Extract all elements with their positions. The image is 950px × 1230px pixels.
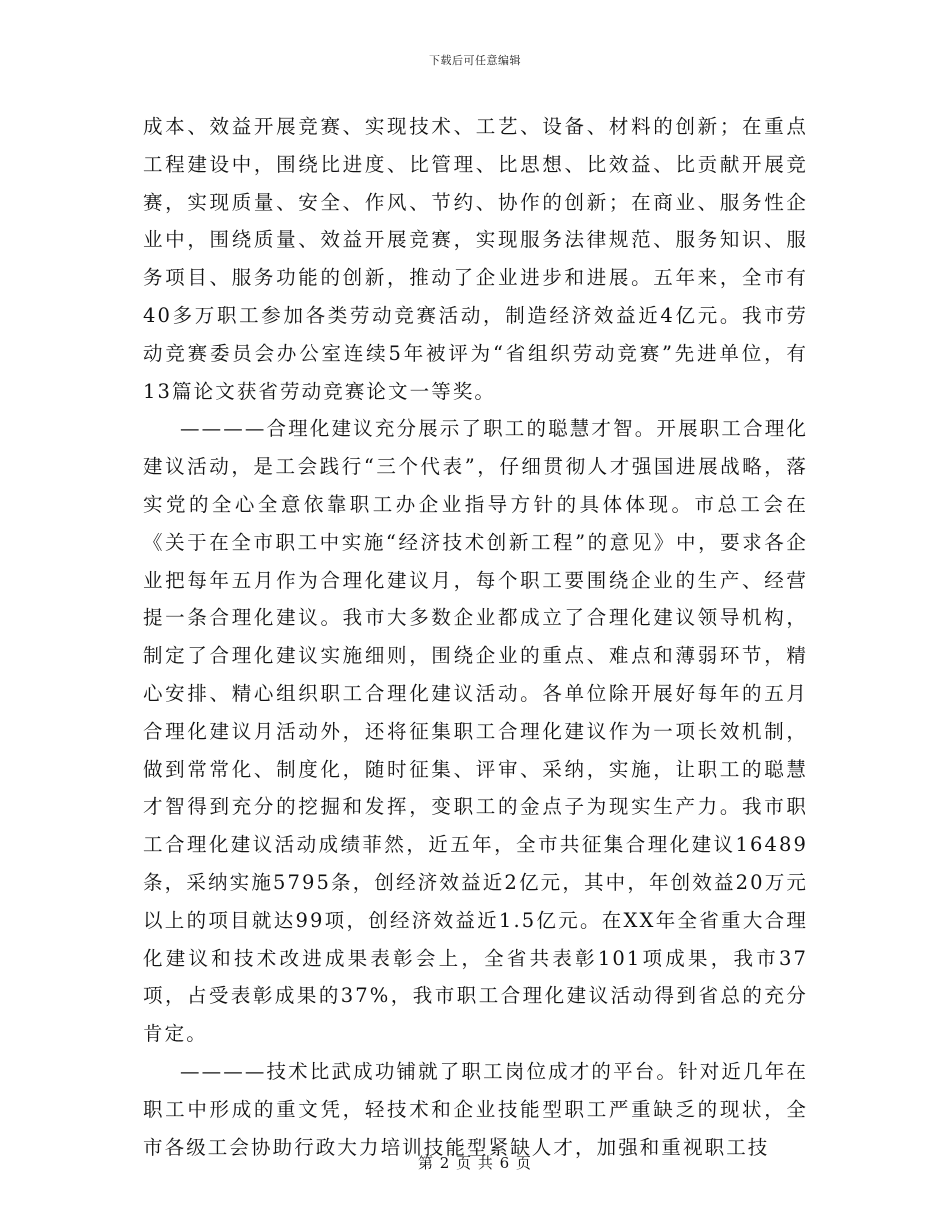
page-header-note: 下载后可任意编辑 (429, 54, 521, 67)
page-number: 第 2 页 共 6 页 (418, 1154, 532, 1172)
paragraph-rationalization-proposals: ————合理化建议充分展示了职工的聪慧才智。开展职工合理化建议活动，是工会践行“三个代表”，仔细贯彻人才强国进展战略，落实党的全心全意依靠职工办企业指导方针的具体体现。市总工会在《关于在全市职工中实施“经济技术创新工程”的意见》中，要求各企业把每年五月作为合理化建议月，每个职工要围绕企业的生产、经营提一条合理化建议。我市大多数企业都成立了合理化建议领导机构，制定了合理化建议实施细则，围绕企业的重点、难点和薄弱环节，精心安排、精心组织职工合理化建议活动。各单位除开展好每年的五月合理化建议月活动外，还将征集职工合理化建议作为一项长效机制，做到常常化、制度化，随时征集、评审、采纳，实施，让职工的聪慧才智得到充分的挖掘和发挥，变职工的金点子为现实生产力。我市职工合理化建议活动成绩菲然，近五年，全市共征集合理化建议16489条，采纳实施5795条，创经济效益近2亿元，其中，年创效益20万元以上的项目就达99项，创经济效益近1.5亿元。在XX年全省重大合理化建议和技术改进成果表彰会上，全省共表彰101项成果，我市37项，占受表彰成果的37%，我市职工合理化建议活动得到省总的充分肯定。 (143, 417, 808, 1046)
paragraph-technical-competition: ————技术比武成功铺就了职工岗位成才的平台。针对近几年在职工中形成的重文凭，轻技术和企业技能型职工严重缺乏的现状，全市各级工会协助行政大力培训技能型紧缺人才，加强和重视职工技 (143, 1059, 808, 1159)
paragraph-labor-competition: 成本、效益开展竞赛、实现技术、工艺、设备、材料的创新；在重点工程建设中，围绕比进度、比管理、比思想、比效益、比贡献开展竞赛，实现质量、安全、作风、节约、协作的创新；在商业、服务性企业中，围绕质量、效益开展竞赛，实现服务法律规范、服务知识、服务项目、服务功能的创新，推动了企业进步和进展。五年来，全市有40多万职工参加各类劳动竞赛活动，制造经济效益近4亿元。我市劳动竞赛委员会办公室连续5年被评为“省组织劳动竞赛”先进单位，有13篇论文获省劳动竞赛论文一等奖。 (143, 115, 808, 403)
document-body (143, 108, 808, 1166)
